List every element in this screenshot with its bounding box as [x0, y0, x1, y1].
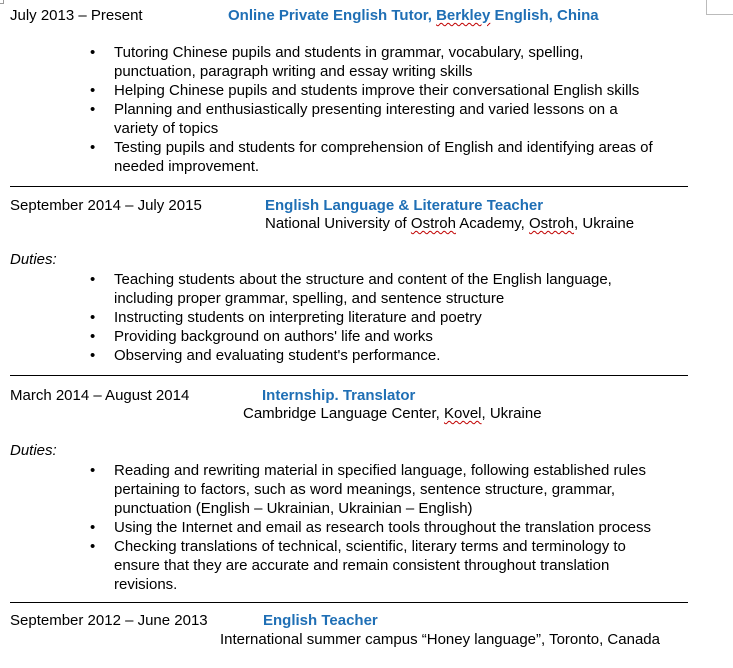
list-item: • Tutoring Chinese pupils and students in grammar, vocabulary, spelling, punctuation, paragraph writing and essay writing skills — [90, 43, 653, 81]
job-organization: Cambridge Language Center, Kovel, Ukraine — [243, 405, 542, 422]
job-dates: September 2014 – July 2015 — [10, 197, 202, 214]
list-item: • Observing and evaluating student's performance. — [90, 346, 612, 365]
section-divider — [10, 602, 688, 603]
job-title: English Teacher — [263, 612, 378, 629]
job-organization: National University of Ostroh Academy, Ostroh, Ukraine — [265, 215, 635, 232]
job-title: Online Private English Tutor, Berkley English, China — [228, 7, 599, 24]
duties-list — [90, 270, 612, 365]
duties-label: Duties: — [10, 442, 57, 459]
list-item: • Reading and rewriting material in specified language, following established rules pertaining to factors, such as word meanings, sentence structure, grammar, punctuation (English – Ukrainian, Ukrainian – English) — [90, 461, 651, 518]
section-divider — [10, 375, 688, 376]
list-item: • Planning and enthusiastically presenting interesting and varied lessons on a variety of topics — [90, 100, 653, 138]
list-item: • Providing background on authors' life and works — [90, 327, 612, 346]
list-item: • Using the Internet and email as research tools throughout the translation process — [90, 518, 651, 537]
job-dates: March 2014 – August 2014 — [10, 387, 190, 404]
page-corner-box — [706, 0, 733, 15]
list-item: • Teaching students about the structure and content of the English language, including proper grammar, spelling, and sentence structure — [90, 270, 612, 308]
duties-label: Duties: — [10, 251, 57, 268]
list-item: • Helping Chinese pupils and students improve their conversational English skills — [90, 81, 653, 100]
job-dates: September 2012 – June 2013 — [10, 612, 208, 629]
list-item: • Checking translations of technical, scientific, literary terms and terminology to ensure that they are accurate and remain consistent throughout translation revisions. — [90, 537, 651, 594]
job-dates: July 2013 – Present — [10, 7, 143, 24]
duties-list — [90, 43, 653, 176]
duties-list — [90, 461, 651, 594]
page-corner-mark — [0, 0, 4, 4]
job-title: Internship. Translator — [262, 387, 416, 404]
list-item: • Testing pupils and students for comprehension of English and identifying areas of needed improvement. — [90, 138, 653, 176]
list-item: • Instructing students on interpreting literature and poetry — [90, 308, 612, 327]
job-organization: International summer campus “Honey language”, Toronto, Canada — [220, 631, 660, 648]
job-title: English Language & Literature Teacher — [265, 197, 544, 214]
section-divider — [10, 186, 688, 187]
